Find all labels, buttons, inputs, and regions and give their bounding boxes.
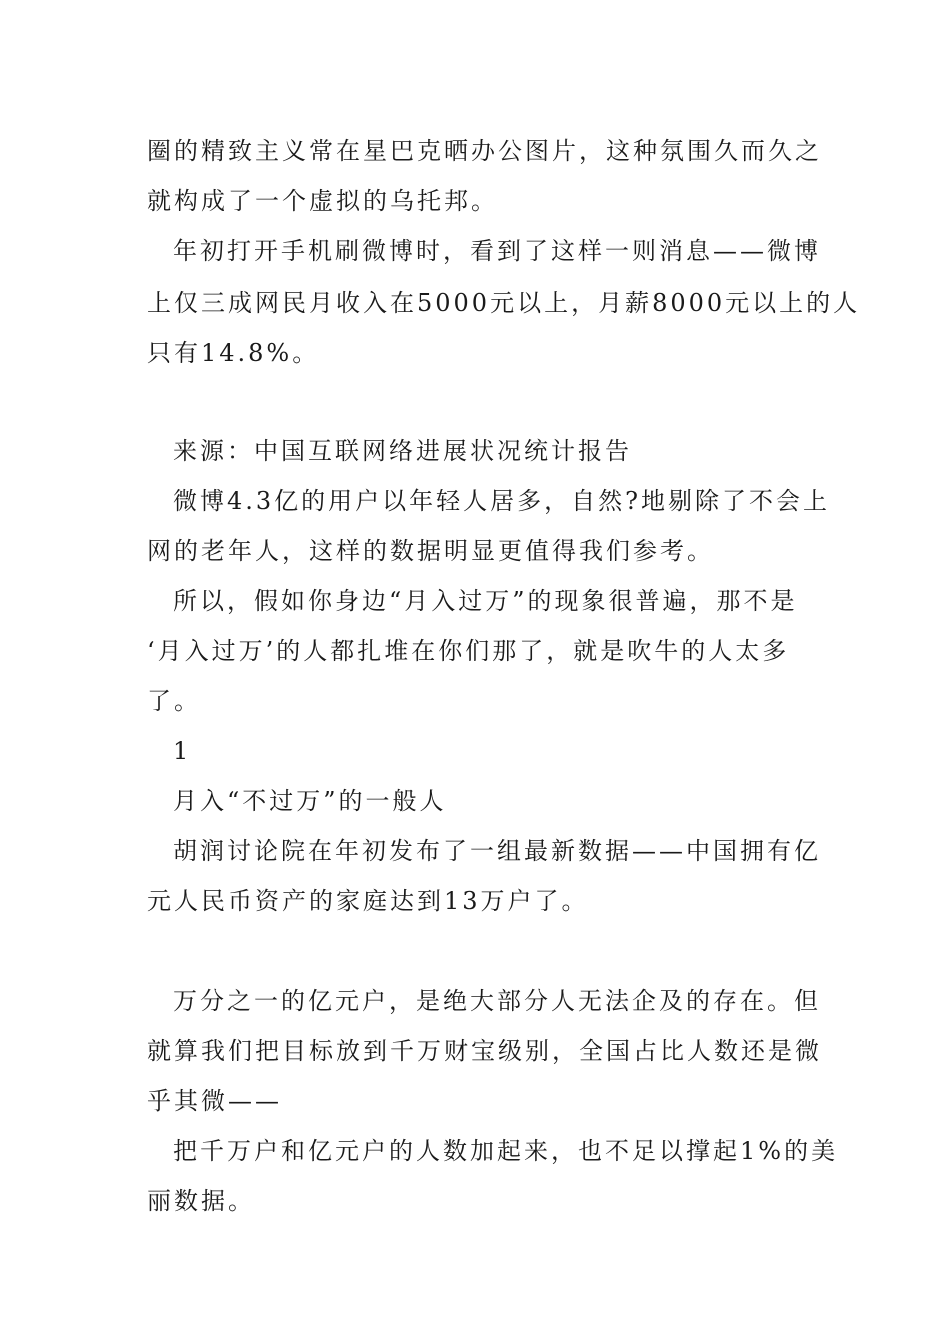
text-line: 年初打开手机刷微博时，看到了这样一则消息——微博	[173, 237, 821, 265]
text-line: 就算我们把目标放到千万财宝级别，全国占比人数还是微	[147, 1037, 822, 1065]
text-line: 上仅三成网民月收入在5000元以上，月薪8000元以上的人	[147, 289, 861, 317]
text-line: 圈的精致主义常在星巴克晒办公图片，这种氛围久而久之	[147, 137, 822, 165]
section-number: 1	[173, 737, 192, 765]
source-line: 来源：中国互联网络进展状况统计报告	[173, 437, 632, 465]
text-line: 乎其微——	[147, 1087, 282, 1115]
text-line: 胡润讨论院在年初发布了一组最新数据——中国拥有亿	[173, 837, 821, 865]
text-line: 元人民币资产的家庭达到13万户了。	[147, 887, 589, 915]
text-line: ‘月入过万’的人都扎堆在你们那了，就是吹牛的人太多	[147, 637, 790, 665]
text-line: 万分之一的亿元户，是绝大部分人无法企及的存在。但	[173, 987, 821, 1015]
section-heading: 月入“不过万”的一般人	[173, 787, 447, 815]
text-line: 网的老年人，这样的数据明显更值得我们参考。	[147, 537, 714, 565]
text-line: 丽数据。	[147, 1187, 255, 1215]
text-line: 把千万户和亿元户的人数加起来，也不足以撑起1%的美	[173, 1137, 839, 1165]
text-line: 了。	[147, 687, 201, 715]
text-line: 只有14.8%。	[147, 339, 320, 367]
text-line: 就构成了一个虚拟的乌托邦。	[147, 187, 498, 215]
text-line: 微博4.3亿的用户以年轻人居多，自然?地剔除了不会上	[173, 487, 831, 515]
text-line: 所以，假如你身边“月入过万”的现象很普遍，那不是	[173, 587, 798, 615]
